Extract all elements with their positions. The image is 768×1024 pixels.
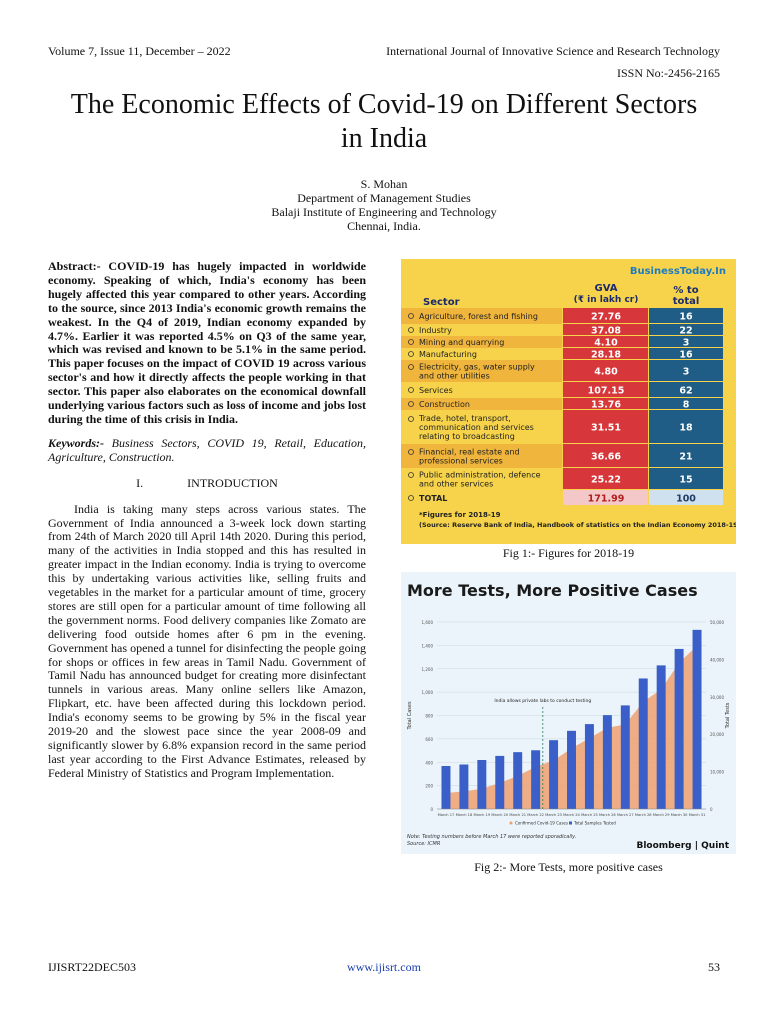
x-tick-label: March 30 <box>670 813 688 817</box>
footer-url[interactable]: www.ijisrt.com <box>347 960 421 974</box>
row-sector-label: Mining and quarrying <box>419 338 505 347</box>
y-tick-label: 1,400 <box>421 643 433 649</box>
x-tick-label: March 20 <box>491 813 509 817</box>
row-gva-value: 4.80 <box>594 366 618 378</box>
x-tick-label: March 28 <box>634 813 652 817</box>
y2-tick-label: 50,000 <box>710 620 724 625</box>
figure-2-caption: Fig 2:- More Tests, more positive cases <box>474 860 663 874</box>
keywords-label: Keywords:- <box>48 435 104 450</box>
row-sector-label: Services <box>419 386 453 395</box>
y2-tick-label: 40,000 <box>710 657 724 663</box>
y-tick-label: 1,600 <box>421 620 433 625</box>
tests-bar <box>657 665 666 809</box>
footer-id: IJISRT22DEC503 <box>48 960 136 974</box>
abstract <box>48 260 366 427</box>
row-sector-label: relating to broadcasting <box>419 432 515 441</box>
tests-bar <box>531 750 540 809</box>
legend-swatch-tests <box>569 822 572 825</box>
tests-bar <box>477 760 486 809</box>
row-sector-label: Electricity, gas, water supply <box>419 362 535 372</box>
row-sector-label: and other services <box>419 479 494 489</box>
footer-page: 53 <box>708 960 720 974</box>
row-gva-value: 28.18 <box>590 349 622 361</box>
y2-tick-label: 10,000 <box>710 769 724 775</box>
col-pct-header: % to <box>673 285 699 296</box>
tests-bar <box>513 752 522 809</box>
col-gva-header: GVA <box>594 283 618 294</box>
row-sector-label: Manufacturing <box>419 350 477 359</box>
x-tick-label: March 22 <box>527 813 544 817</box>
x-tick-label: March 29 <box>652 813 670 817</box>
x-tick-label: March 31 <box>688 813 706 817</box>
header-issn: ISSN No:-2456-2165 <box>616 66 720 80</box>
row-pct-value: 21 <box>679 451 693 463</box>
row-pct-value: 18 <box>679 422 693 434</box>
x-tick-label: March 18 <box>455 813 473 817</box>
row-gva-value: 171.99 <box>587 493 625 505</box>
figure-1-caption: Fig 1:- Figures for 2018-19 <box>502 546 635 560</box>
header-journal: International Journal of Innovative Science and Research Technology <box>386 44 720 58</box>
row-sector-label: Trade, hotel, transport, <box>419 414 511 423</box>
row-sector-label: Financial, real estate and <box>419 447 520 457</box>
header-volume: Volume 7, Issue 11, December – 2022 <box>48 44 231 58</box>
y-tick-label: 600 <box>425 736 433 742</box>
row-pct-value: 8 <box>682 399 690 411</box>
y-tick-label: 200 <box>425 783 433 789</box>
table-source: (Source: Reserve Bank of India, Handbook of statistics on the Indian Economy 2018-19) <box>419 521 736 529</box>
y2-tick-label: 20,000 <box>710 732 724 738</box>
row-sector-label: and other utilities <box>419 371 490 381</box>
row-pct-value: 22 <box>679 325 693 337</box>
row-gva-value: 25.22 <box>590 474 622 486</box>
keywords <box>48 437 366 465</box>
tests-bar <box>549 740 558 809</box>
row-gva-value: 36.66 <box>590 451 622 463</box>
x-tick-label: March 27 <box>616 813 634 817</box>
row-sector-label: Public administration, defence <box>419 470 541 480</box>
y2-axis-label: Total Tests <box>725 702 731 729</box>
paper-title: The Economic Effects of Covid-19 on Different Sectors in India <box>70 89 698 154</box>
row-gva-value: 37.08 <box>590 325 622 337</box>
x-tick-label: March 17 <box>437 813 455 817</box>
x-tick-label: March 23 <box>545 813 562 817</box>
tests-bar <box>621 705 630 809</box>
chart-title: More Tests, More Positive Cases <box>407 581 698 600</box>
tests-bar <box>675 649 684 809</box>
section-title: INTRODUCTION <box>187 475 278 490</box>
gva-table-graphic <box>401 259 736 544</box>
y-tick-label: 800 <box>425 713 433 719</box>
tests-bar <box>495 756 504 809</box>
figure-2-chart <box>401 572 736 854</box>
row-sector-label: Agriculture, forest and fishing <box>419 312 538 321</box>
row-pct-value: 15 <box>679 474 693 486</box>
row-sector-label: professional services <box>419 456 503 466</box>
abstract-text: COVID-19 has hugely impacted in worldwide economy. Speaking of which, India's economy has been hugely affected this year compared to other years. According to the source, since 2013 India's economic growth remains the weakest. In the Q4 of 2019, Indian economy expanded by 4.7%. Earlier it was reported 4.5% on Q3 of the same year, which was revised and known to be 5.1% in the same period. This paper focuses on the impact of COVID 19 across various sector's and how it directly affects the people working in that sector. This paper also elaborates on the economical downfall underlying various factors such as loss of income and jobs lost during the time of this crisis in India. <box>48 259 366 426</box>
y-axis-label: Total Cases <box>407 701 413 730</box>
figure-1-table <box>401 259 736 544</box>
row-gva-value: 4.10 <box>594 337 618 349</box>
legend-cases: Confirmed Covid-19 Cases <box>515 820 568 826</box>
x-tick-label: March 24 <box>563 813 580 817</box>
row-pct-value: 16 <box>679 349 693 361</box>
table-note: *Figures for 2018-19 <box>419 511 501 519</box>
row-sector-label: communication and services <box>419 423 534 432</box>
abstract-label: Abstract:- <box>48 259 101 273</box>
left-column <box>48 260 366 791</box>
intro-paragraph: India is taking many steps across various states. The Government of India announced a 3-week lock down starting from 24th of March 2020 till April 14th 2020. During this period, many of the activities in India stopped and this has resulted in greater impact in the Indian economy. India is trying to overcome this by undertaking various activities like, selling fruits and vegetables in the market for a particular amount of time, grocery stores are still open for a particular amount of time following all the government norms. Food delivery companies like Zomato are delivering food outside homes after 6 pm in the evening. Government has opened a tunnel for disinfecting the people going for shops or offices in few areas in Tamil Nadu. Government of Tamil Nadu has announced budget for creating more disinfectant tunnels in various areas. Many online sellers like Amazon, Flipkart, etc. have been affected during this lockdown period. India's economy seems to be growing by 5% in the fiscal year 2019-20 and the slowest pace since the year 2008-09 and significantly slower by 6.8% expansion record in the same period last year according to the First Advance Estimates, released by Federal Ministry of Statistics and Program Implementation. <box>48 501 366 780</box>
chart-source: Source: ICMR <box>407 841 441 847</box>
col-sector-header: Sector <box>423 297 460 308</box>
col-pct-header-2: total <box>672 296 700 307</box>
x-tick-label: March 21 <box>509 813 527 817</box>
row-gva-value: 31.51 <box>590 422 622 434</box>
row-pct-value: 100 <box>676 493 696 505</box>
row-gva-value: 13.76 <box>590 399 622 411</box>
author-inst: Balaji Institute of Engineering and Technology <box>271 205 497 219</box>
y-tick-label: 1,000 <box>421 690 433 696</box>
row-sector-label: Industry <box>419 326 452 335</box>
section-heading <box>48 477 366 491</box>
tests-bar <box>459 764 468 809</box>
author-block <box>0 177 768 233</box>
tests-cases-chart <box>401 572 736 854</box>
row-pct-value: 62 <box>679 385 693 397</box>
row-gva-value: 27.76 <box>590 311 622 323</box>
x-tick-label: March 26 <box>599 813 616 817</box>
tests-bar <box>693 630 702 809</box>
tests-bar <box>585 724 594 809</box>
row-pct-value: 16 <box>679 311 693 323</box>
brand-label: BusinessToday.In <box>629 266 726 277</box>
x-tick-label: March 19 <box>473 813 491 817</box>
author-name: S. Mohan <box>360 177 408 191</box>
tests-bar <box>441 766 450 809</box>
y2-tick-label: 30,000 <box>710 694 724 700</box>
tests-bar <box>639 678 648 809</box>
row-sector-label: Construction <box>419 400 470 409</box>
y-tick-label: 400 <box>425 760 433 766</box>
y-tick-label: 0 <box>430 807 433 812</box>
author-place: Chennai, India. <box>347 219 421 233</box>
y-tick-label: 1,200 <box>421 666 433 672</box>
y2-tick-label: 0 <box>710 807 713 812</box>
keywords-text: Business Sectors, COVID 19, Retail, Education, Agriculture, Construction. <box>48 435 366 464</box>
annotation-label: India allows private labs to conduct testing <box>494 699 592 704</box>
tests-bar <box>603 715 612 809</box>
row-pct-value: 3 <box>682 337 690 349</box>
row-gva-value: 107.15 <box>587 385 625 397</box>
row-pct-value: 3 <box>682 366 690 378</box>
row-sector-label: TOTAL <box>419 494 448 503</box>
col-gva-unit: (₹ in lakh cr) <box>573 295 639 305</box>
section-number: I. <box>136 475 144 490</box>
x-tick-label: March 25 <box>581 813 598 817</box>
legend-tests: Total Samples Tested <box>574 820 616 826</box>
author-dept: Department of Management Studies <box>297 191 471 205</box>
legend-swatch-cases <box>510 822 513 825</box>
chart-note: Note: Testing numbers before March 17 were reported sporadically. <box>407 834 577 840</box>
tests-bar <box>567 731 576 809</box>
chart-brand: Bloomberg | Quint <box>636 841 729 851</box>
